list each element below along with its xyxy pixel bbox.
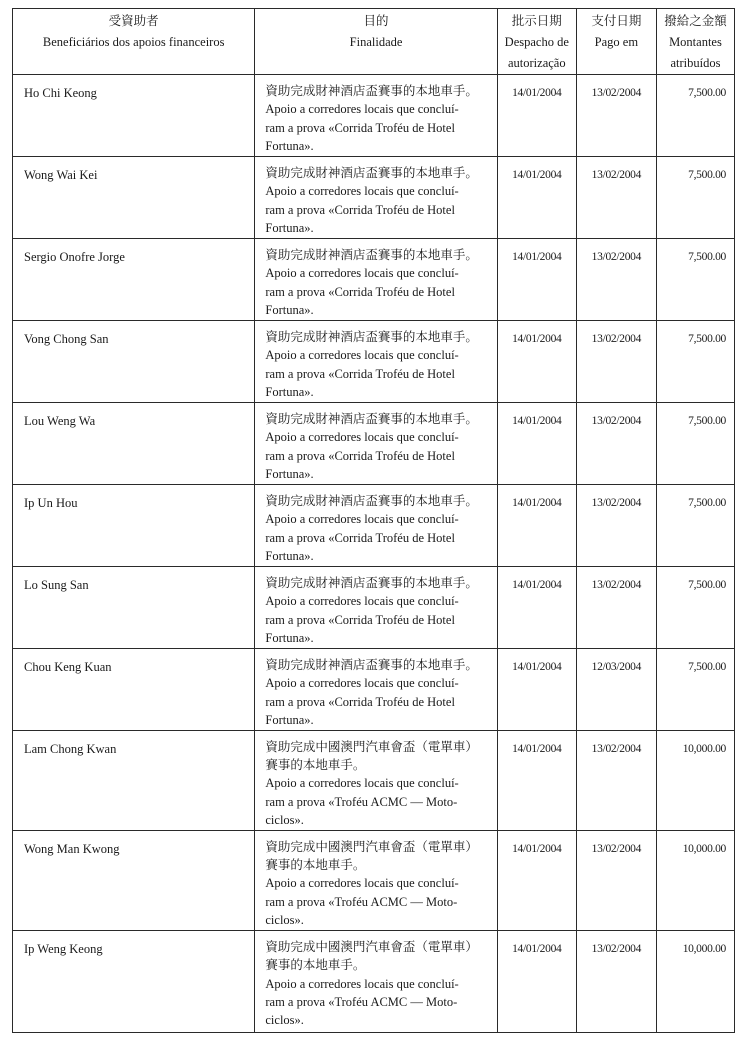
purpose-line: Fortuna». [265, 385, 314, 400]
purpose-line: 資助完成中國澳門汽車會盃（電單車） [265, 739, 478, 754]
header-beneficiary [13, 9, 255, 75]
purpose-line: 資助完成財神酒店盃賽事的本地車手。 [265, 658, 478, 672]
amount-value: 7,500.00 [656, 403, 734, 485]
financial-support-table [12, 8, 735, 1033]
payment-date: 13/02/2004 [576, 567, 656, 649]
purpose-line: Apoio a corredores locais que concluí- [265, 876, 459, 891]
table-row [13, 649, 735, 731]
purpose-line: 資助完成財神酒店盃賽事的本地車手。 [265, 576, 478, 590]
table-row [13, 485, 735, 567]
beneficiary-name: Wong Man Kwong [13, 830, 255, 930]
beneficiary-name: Lam Chong Kwan [13, 730, 255, 830]
payment-date: 13/02/2004 [576, 239, 656, 321]
purpose-line: ciclos». [265, 813, 304, 828]
payment-date: 13/02/2004 [576, 75, 656, 157]
purpose-line: ram a prova «Corrida Troféu de Hotel [265, 694, 455, 709]
table-header-row [13, 9, 735, 75]
purpose-line: ram a prova «Troféu ACMC — Moto- [265, 994, 458, 1009]
purpose-line: ciclos». [265, 1013, 304, 1028]
purpose-line: 賽事的本地車手。 [265, 958, 366, 973]
purpose-line: ram a prova «Troféu ACMC — Moto- [265, 794, 458, 809]
payment-date: 12/03/2004 [576, 649, 656, 731]
amount-value: 7,500.00 [656, 321, 734, 403]
table-row [13, 567, 735, 649]
header-beneficiary-pt: Beneficiários dos apoios financeiros [42, 35, 225, 49]
purpose-line: Fortuna». [265, 631, 314, 646]
purpose-line: ciclos». [265, 913, 304, 928]
amount-value: 7,500.00 [656, 649, 734, 731]
table-row [13, 730, 735, 830]
table-row [13, 403, 735, 485]
despacho-date: 14/01/2004 [497, 930, 576, 1032]
purpose-line: ram a prova «Corrida Troféu de Hotel [265, 448, 455, 463]
purpose-line: 資助完成財神酒店盃賽事的本地車手。 [265, 248, 478, 262]
despacho-date: 14/01/2004 [497, 485, 576, 567]
header-despacho-zh: 批示日期 [511, 14, 562, 28]
beneficiary-name: Vong Chong San [13, 321, 255, 403]
header-beneficiary-zh: 受資助者 [108, 14, 159, 28]
amount-value: 10,000.00 [656, 930, 734, 1032]
header-amount [656, 9, 734, 75]
purpose-line: Apoio a corredores locais que concluí- [265, 348, 459, 363]
payment-date: 13/02/2004 [576, 403, 656, 485]
beneficiary-name: Sergio Onofre Jorge [13, 239, 255, 321]
header-purpose-zh: 目的 [363, 14, 389, 28]
table-body [13, 75, 735, 1033]
beneficiary-name: Lou Weng Wa [13, 403, 255, 485]
beneficiary-name: Wong Wai Kei [13, 157, 255, 239]
purpose-cell [255, 830, 497, 930]
purpose-cell [255, 730, 497, 830]
purpose-line: ram a prova «Corrida Troféu de Hotel [265, 366, 455, 381]
purpose-line: Apoio a corredores locais que concluí- [265, 102, 459, 117]
amount-value: 7,500.00 [656, 75, 734, 157]
header-amount-pt-2: atribuídos [670, 56, 721, 70]
header-amount-zh: 撥給之金額 [664, 14, 727, 28]
purpose-cell [255, 157, 497, 239]
header-purpose-pt: Finalidade [349, 35, 403, 49]
purpose-cell [255, 321, 497, 403]
purpose-line: Apoio a corredores locais que concluí- [265, 676, 459, 691]
amount-value: 7,500.00 [656, 567, 734, 649]
purpose-line: Fortuna». [265, 303, 314, 318]
purpose-cell [255, 75, 497, 157]
header-despacho-pt-1: Despacho de [504, 35, 569, 49]
table-row [13, 157, 735, 239]
purpose-line: Apoio a corredores locais que concluí- [265, 776, 459, 791]
amount-value: 10,000.00 [656, 730, 734, 830]
despacho-date: 14/01/2004 [497, 75, 576, 157]
amount-value: 10,000.00 [656, 830, 734, 930]
purpose-line: ram a prova «Corrida Troféu de Hotel [265, 530, 455, 545]
purpose-line: 資助完成財神酒店盃賽事的本地車手。 [265, 330, 478, 344]
payment-date: 13/02/2004 [576, 321, 656, 403]
purpose-line: 資助完成財神酒店盃賽事的本地車手。 [265, 494, 478, 508]
purpose-line: Fortuna». [265, 713, 314, 728]
payment-date: 13/02/2004 [576, 730, 656, 830]
payment-date: 13/02/2004 [576, 485, 656, 567]
payment-date: 13/02/2004 [576, 157, 656, 239]
purpose-line: 資助完成中國澳門汽車會盃（電單車） [265, 839, 478, 854]
header-despacho [497, 9, 576, 75]
despacho-date: 14/01/2004 [497, 157, 576, 239]
payment-date: 13/02/2004 [576, 830, 656, 930]
purpose-line: 資助完成財神酒店盃賽事的本地車手。 [265, 84, 478, 98]
table-row [13, 321, 735, 403]
beneficiary-name: Lo Sung San [13, 567, 255, 649]
amount-value: 7,500.00 [656, 485, 734, 567]
purpose-line: ram a prova «Corrida Troféu de Hotel [265, 202, 455, 217]
header-despacho-pt-2: autorização [507, 56, 566, 70]
purpose-line: ram a prova «Corrida Troféu de Hotel [265, 284, 455, 299]
beneficiary-name: Ip Weng Keong [13, 930, 255, 1032]
purpose-cell [255, 567, 497, 649]
purpose-line: Fortuna». [265, 549, 314, 564]
purpose-line: Apoio a corredores locais que concluí- [265, 512, 459, 527]
despacho-date: 14/01/2004 [497, 649, 576, 731]
purpose-cell [255, 239, 497, 321]
purpose-line: 賽事的本地車手。 [265, 758, 366, 773]
table-row [13, 75, 735, 157]
purpose-line: ram a prova «Troféu ACMC — Moto- [265, 894, 458, 909]
beneficiary-name: Ho Chi Keong [13, 75, 255, 157]
purpose-line: 賽事的本地車手。 [265, 858, 366, 873]
purpose-line: Apoio a corredores locais que concluí- [265, 976, 459, 991]
header-pago-pt: Pago em [594, 35, 639, 49]
header-pago-zh: 支付日期 [591, 14, 642, 28]
purpose-line: Apoio a corredores locais que concluí- [265, 184, 459, 199]
amount-value: 7,500.00 [656, 239, 734, 321]
beneficiary-name: Ip Un Hou [13, 485, 255, 567]
amount-value: 7,500.00 [656, 157, 734, 239]
despacho-date: 14/01/2004 [497, 239, 576, 321]
purpose-cell [255, 403, 497, 485]
beneficiary-name: Chou Keng Kuan [13, 649, 255, 731]
header-purpose [255, 9, 497, 75]
despacho-date: 14/01/2004 [497, 830, 576, 930]
purpose-cell [255, 649, 497, 731]
payment-date: 13/02/2004 [576, 930, 656, 1032]
purpose-line: Fortuna». [265, 139, 314, 154]
purpose-cell [255, 930, 497, 1032]
purpose-line: Apoio a corredores locais que concluí- [265, 430, 459, 445]
purpose-line: ram a prova «Corrida Troféu de Hotel [265, 612, 455, 627]
purpose-line: Fortuna». [265, 221, 314, 236]
purpose-line: 資助完成財神酒店盃賽事的本地車手。 [265, 166, 478, 180]
header-amount-pt-1: Montantes [669, 35, 722, 49]
purpose-line: Apoio a corredores locais que concluí- [265, 266, 459, 281]
purpose-line: 資助完成財神酒店盃賽事的本地車手。 [265, 412, 478, 426]
table-row [13, 930, 735, 1032]
table-row [13, 830, 735, 930]
purpose-line: 資助完成中國澳門汽車會盃（電單車） [265, 939, 478, 954]
purpose-cell [255, 485, 497, 567]
despacho-date: 14/01/2004 [497, 403, 576, 485]
header-pago [576, 9, 656, 75]
despacho-date: 14/01/2004 [497, 321, 576, 403]
purpose-line: Apoio a corredores locais que concluí- [265, 594, 459, 609]
table-row [13, 239, 735, 321]
despacho-date: 14/01/2004 [497, 730, 576, 830]
purpose-line: ram a prova «Corrida Troféu de Hotel [265, 120, 455, 135]
purpose-line: Fortuna». [265, 467, 314, 482]
despacho-date: 14/01/2004 [497, 567, 576, 649]
